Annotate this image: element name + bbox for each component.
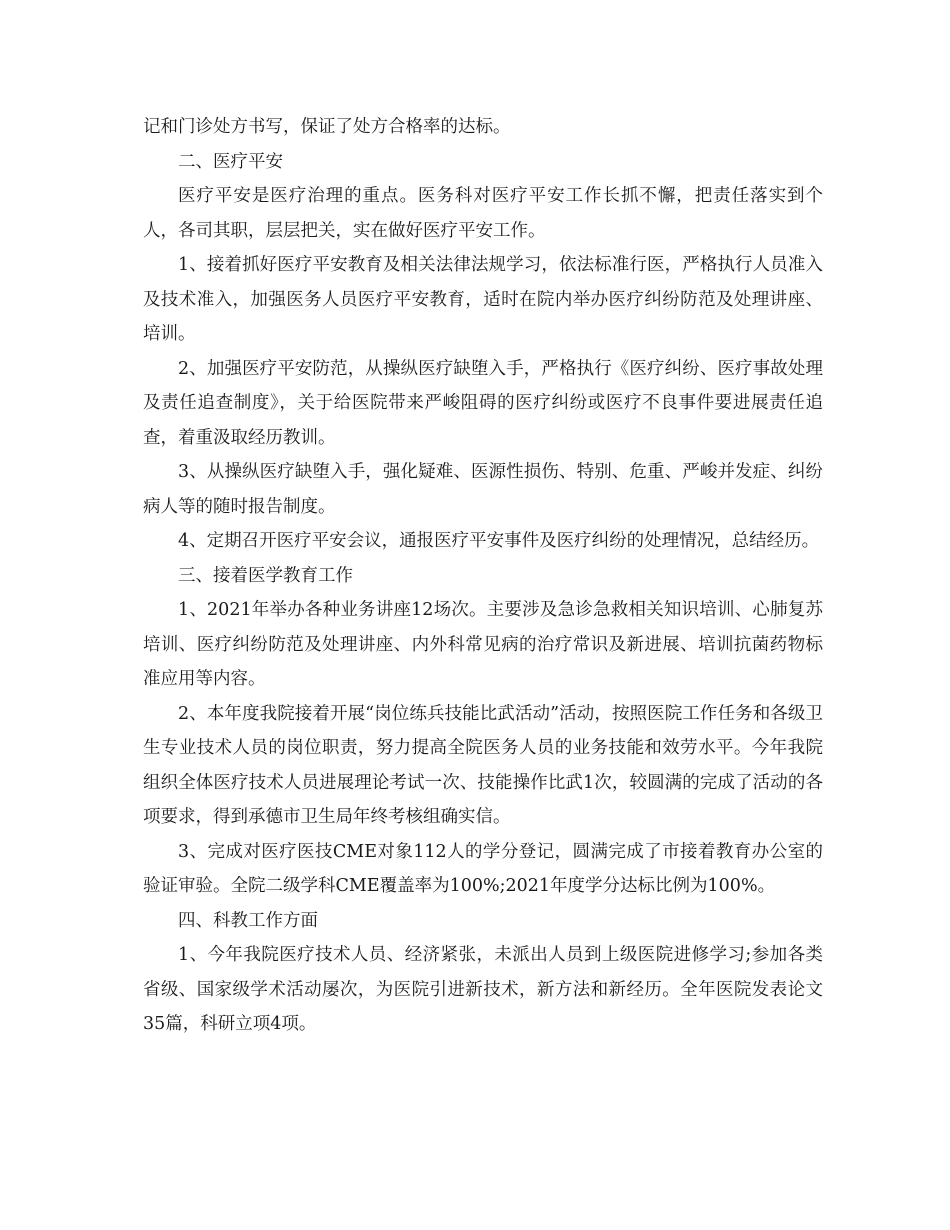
paragraph-safety-item-4: 4、定期召开医疗平安会议，通报医疗平安事件及医疗纠纷的处理情况，总结经历。 [178, 531, 820, 551]
section-heading-medical-education: 三、接着医学教育工作 [178, 565, 353, 586]
paragraph-education-item-3: 3、完成对医疗医技CME对象112人的学分登记，圆满完成了市接着教育办公室的验证审验。全院二级学科CME覆盖率为100%;2021年度学分达标比例为100%。 [143, 841, 823, 896]
paragraph-research-item-1: 1、今年我院医疗技术人员、经济紧张，未派出人员到上级医院进修学习;参加各类省级、国家级学术活动屡次，为医院引进新技术，新方法和新经历。全年医院发表论文35篇，科研立项4项。 [143, 945, 823, 1034]
paragraph-safety-item-3: 3、从操纵医疗缺堕入手，强化疑难、医源性损伤、特别、危重、严峻并发症、纠纷病人等的随时报告制度。 [143, 462, 823, 517]
paragraph-continuation: 记和门诊处方书写，保证了处方合格率的达标。 [143, 117, 511, 137]
paragraph-medical-safety-intro: 医疗平安是医疗治理的重点。医务科对医疗平安工作长抓不懈，把责任落实到个人，各司其职，层层把关，实在做好医疗平安工作。 [143, 186, 823, 241]
paragraph-safety-item-2: 2、加强医疗平安防范，从操纵医疗缺堕入手，严格执行《医疗纠纷、医疗事故处理及责任追查制度》，关于给医院带来严峻阻碍的医疗纠纷或医疗不良事件要进展责任追查，着重汲取经历教训。 [143, 358, 823, 448]
paragraph-safety-item-1: 1、接着抓好医疗平安教育及相关法律法规学习，依法标准行医，严格执行人员准入及技术准入，加强医务人员医疗平安教育，适时在院内举办医疗纠纷防范及处理讲座、培训。 [143, 255, 823, 344]
paragraph-education-item-2: 2、本年度我院接着开展“岗位练兵技能比武活动”活动，按照医院工作任务和各级卫生专业技术人员的岗位职责，努力提高全院医务人员的业务技能和效劳水平。今年我院组织全体医疗技术人员进展理论考试一次、技能操作比武1次，较圆满的完成了活动的各项要求，得到承德市卫生局年终考核组确实信。 [143, 703, 823, 827]
section-heading-medical-safety: 二、医疗平安 [178, 151, 283, 172]
section-heading-research-education: 四、科教工作方面 [178, 910, 318, 931]
document-body [143, 110, 823, 1042]
paragraph-education-item-1: 1、2021年举办各种业务讲座12场次。主要涉及急诊急救相关知识培训、心肺复苏培训、医疗纠纷防范及处理讲座、内外科常见病的治疗常识及新进展、培训抗菌药物标准应用等内容。 [143, 600, 823, 689]
